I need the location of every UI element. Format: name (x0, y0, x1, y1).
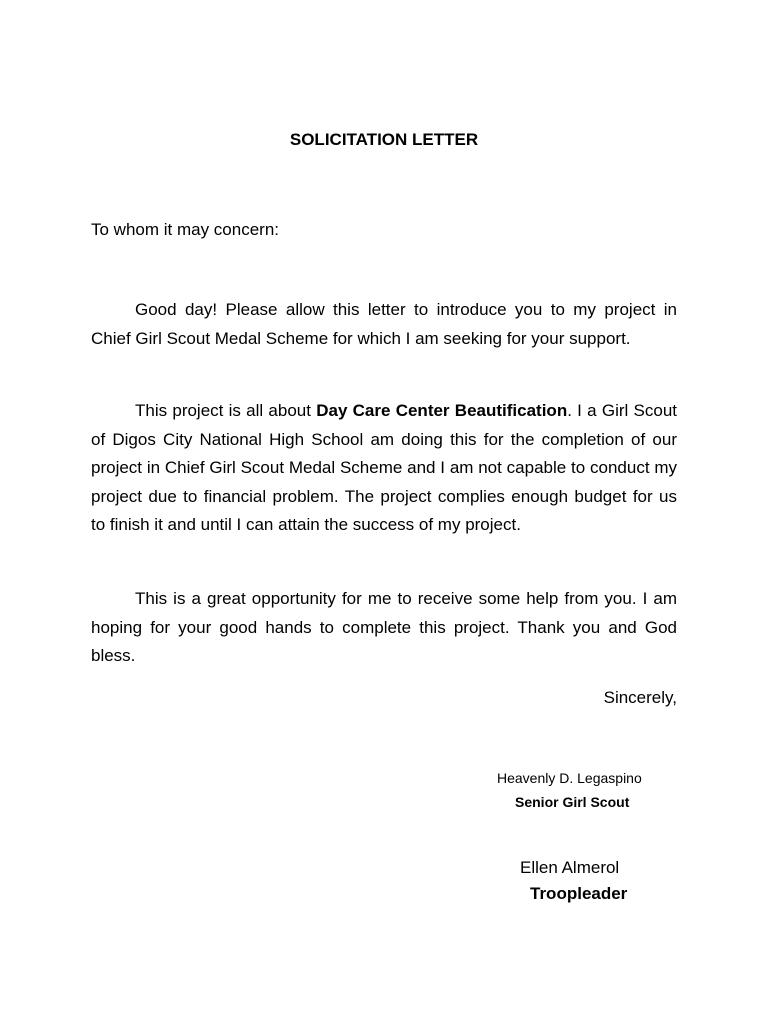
letter-title: SOLICITATION LETTER (289, 130, 479, 149)
signatory-role: Senior Girl Scout (515, 794, 630, 810)
project-name: Day Care Center Beautification (316, 401, 568, 420)
paragraph-intro (91, 296, 677, 353)
paragraph-project-lead: This project is all about (135, 401, 317, 420)
letter-greeting: To whom it may concern: (91, 220, 280, 239)
signatory-name: Heavenly D. Legaspino (497, 770, 642, 786)
letter-closing: Sincerely, (603, 688, 677, 707)
signatory-name: Ellen Almerol (520, 858, 620, 877)
paragraph-closing (91, 585, 677, 671)
paragraph-closing-text: This is a great opportunity for me to receive some help from you. I am hoping for your good hands to complete this project. Thank you and God bless. (91, 589, 677, 665)
paragraph-project (91, 397, 677, 540)
paragraph-intro-text: Good day! Please allow this letter to introduce you to my project in Chief Girl Scout Medal Scheme for which I am seeking for your support. (91, 300, 677, 348)
paragraph-project-rest: . I a Girl Scout of Digos City National High School am doing this for the completion of our project in Chief Girl Scout Medal Scheme and I am not capable to conduct my project due to financial problem. The project complies enough budget for us to finish it and until I can attain the success of my project. (91, 401, 678, 534)
signatory-role: Troopleader (530, 884, 628, 903)
